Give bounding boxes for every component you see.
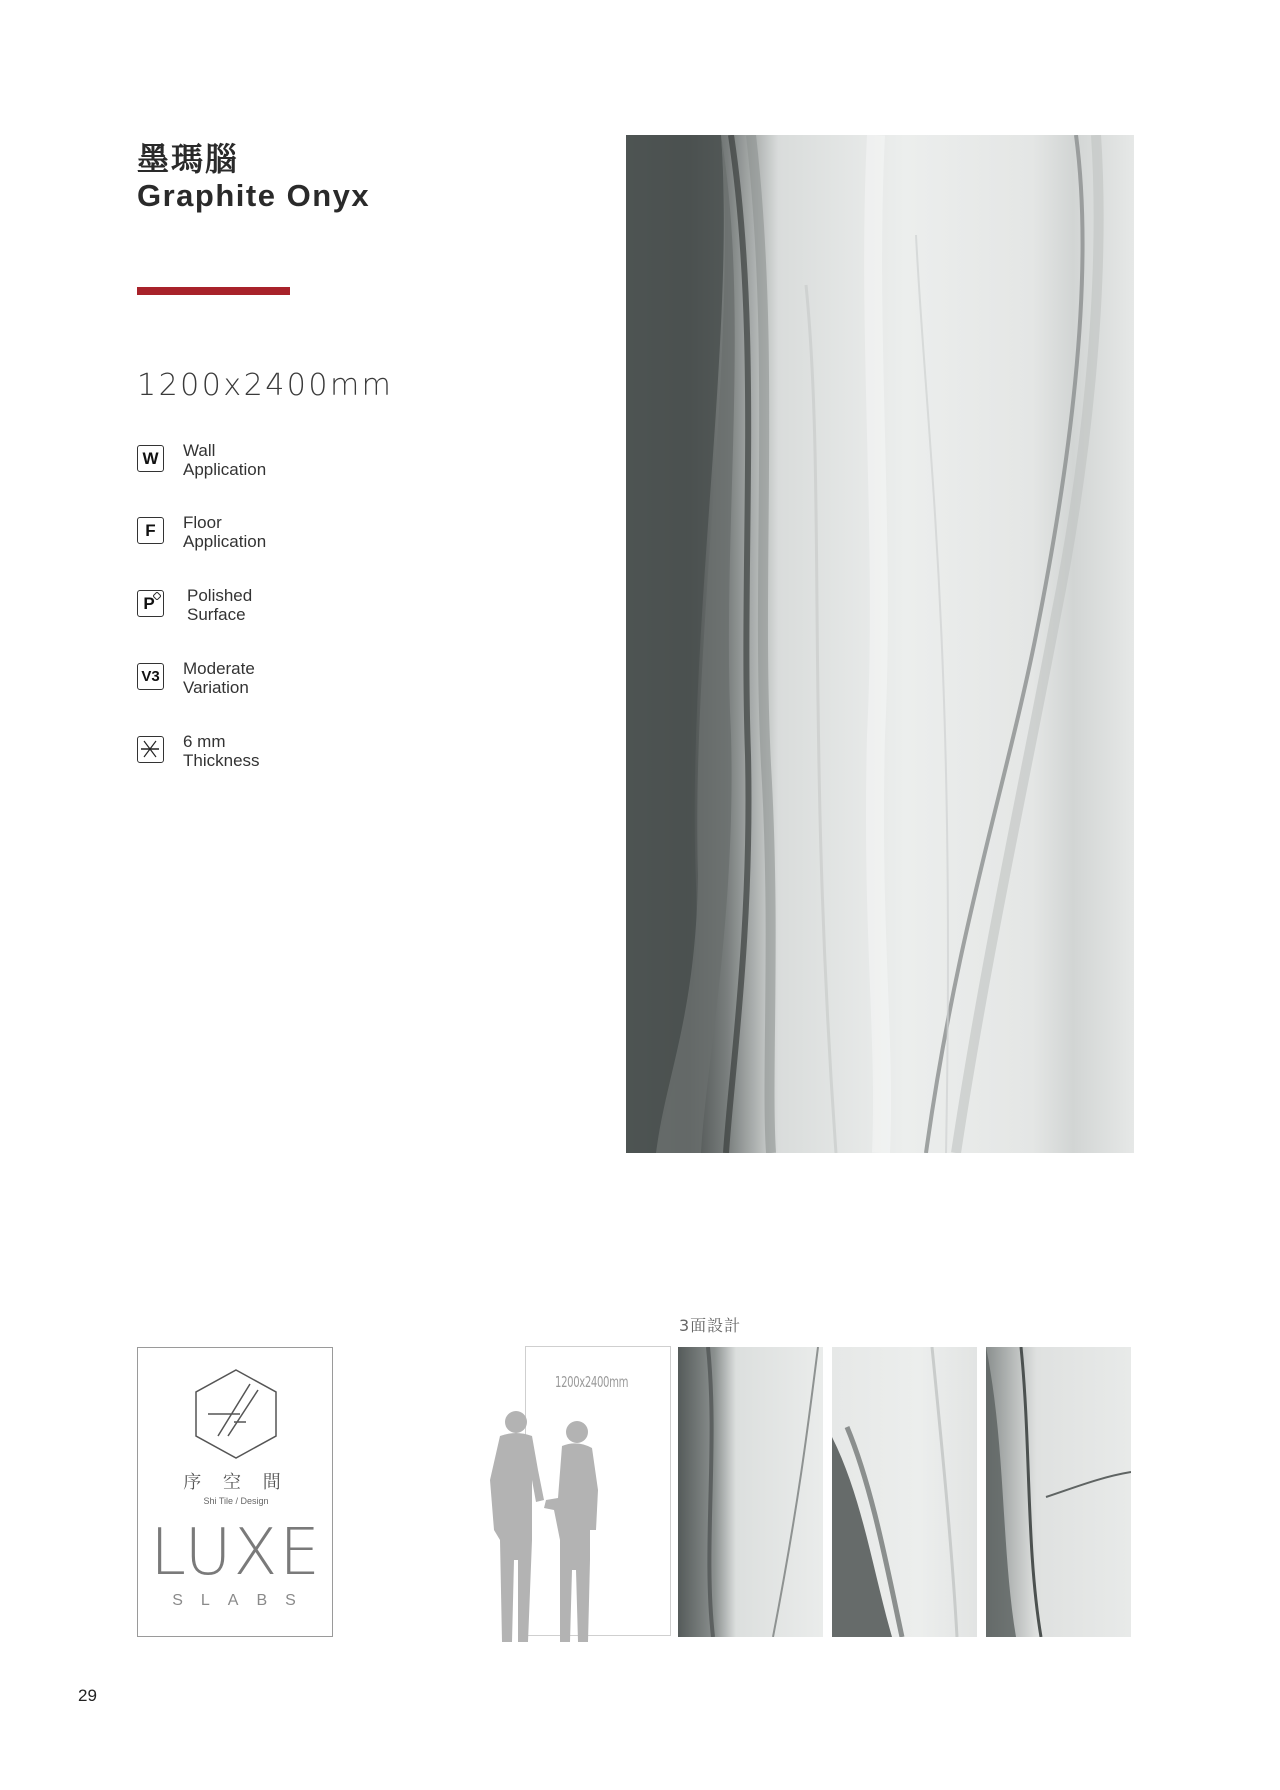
design-label: 3面設計	[679, 1316, 742, 1335]
floor-application-icon: F	[137, 517, 164, 544]
people-silhouette-icon	[484, 1410, 614, 1642]
brand-subtitle: Shi Tile / Design	[203, 1496, 269, 1506]
design-panel-1	[678, 1347, 823, 1637]
polished-surface-icon: P	[137, 590, 164, 617]
feature-floor	[137, 513, 397, 553]
feature-line1: 6 mm	[183, 732, 226, 751]
feature-polished	[137, 586, 397, 626]
wall-size-label: 1200x2400mm	[555, 1373, 629, 1391]
feature-line1: Wall	[183, 441, 216, 460]
feature-line1: Polished	[187, 586, 253, 605]
hexagon-logo-icon	[188, 1366, 284, 1462]
feature-variation	[137, 659, 397, 699]
design-panel-3	[986, 1347, 1131, 1637]
page-number: 29	[78, 1686, 97, 1705]
feature-line2: Application	[183, 460, 267, 479]
product-name-en: Graphite Onyx	[137, 178, 371, 213]
product-name-cn: 墨瑪腦	[137, 140, 240, 178]
accent-divider	[137, 287, 290, 295]
variation-icon: V3	[137, 663, 164, 690]
brand-logo	[137, 1347, 333, 1637]
slab-image	[626, 135, 1134, 1153]
thickness-icon	[137, 736, 164, 763]
brand-slabs: SLABS	[172, 1592, 314, 1609]
brand-luxe: LUXE	[150, 1516, 322, 1590]
feature-line1: Floor	[183, 513, 222, 532]
feature-thickness	[137, 732, 397, 772]
feature-line2: Application	[183, 532, 267, 551]
feature-line2: Thickness	[183, 751, 260, 770]
wall-application-icon: W	[137, 445, 164, 472]
feature-wall	[137, 441, 397, 481]
feature-line2: Surface	[187, 605, 246, 624]
design-panel-2	[832, 1347, 977, 1637]
product-size: 1200x2400mm	[137, 368, 394, 403]
brand-name-cn: 序 空 間	[183, 1472, 289, 1493]
feature-line1: Moderate	[183, 659, 255, 678]
feature-line2: Variation	[183, 678, 249, 697]
